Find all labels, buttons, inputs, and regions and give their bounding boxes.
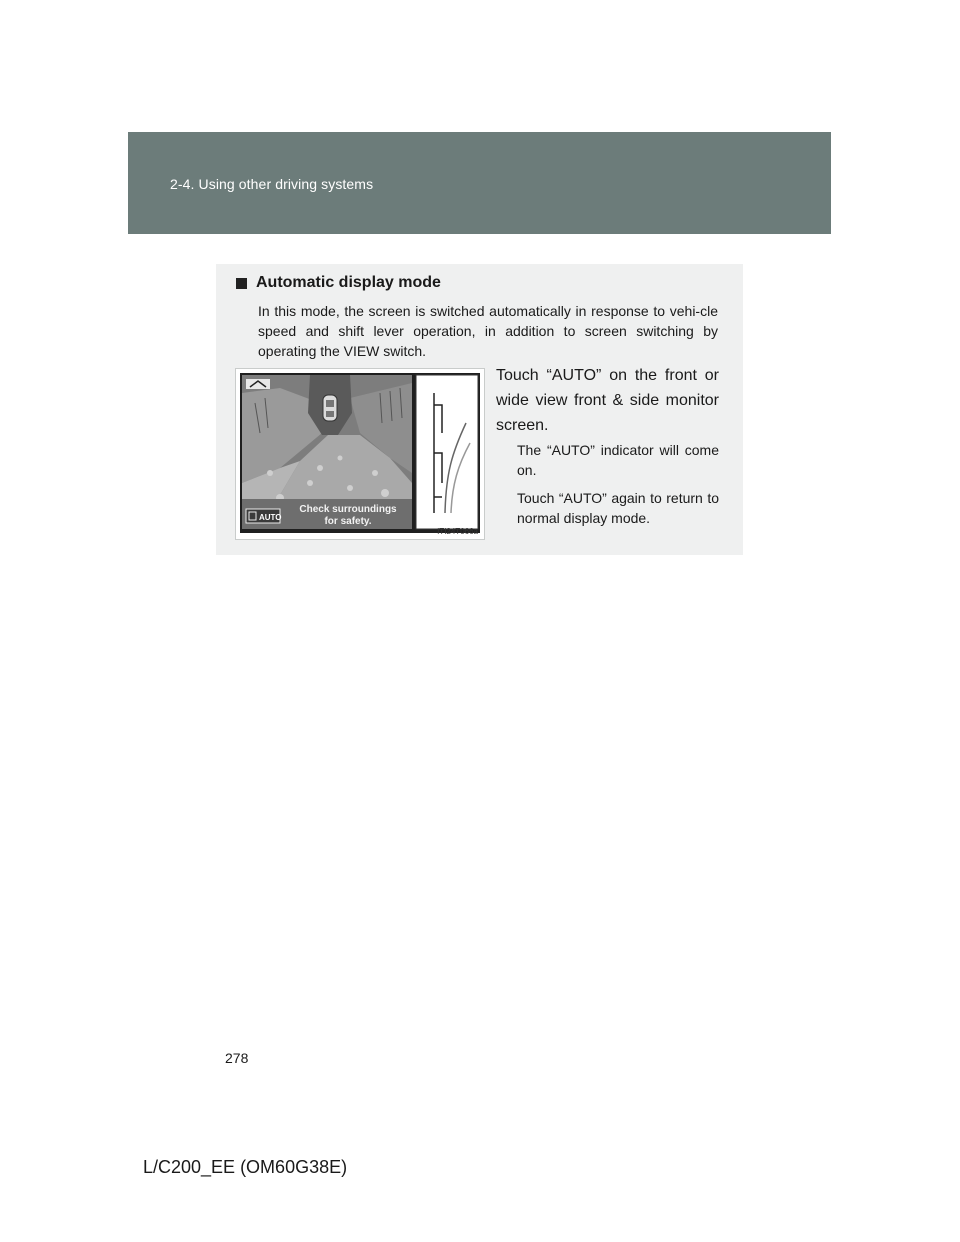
figure-code: ITI24T066a (437, 527, 478, 536)
monitor-screen-illustration (240, 373, 480, 533)
safety-message-line2: for safety. (324, 516, 372, 527)
document-code: L/C200_EE (OM60G38E) (143, 1157, 348, 1177)
instruction-step: Touch “AUTO” on the front or wide view front & side monitor screen. (496, 367, 719, 434)
subsection-title: Automatic display mode (256, 274, 441, 291)
note-return: Touch “AUTO” again to return to normal display mode. (517, 490, 719, 526)
note-indicator: The “AUTO” indicator will come on. (517, 442, 719, 478)
section-title: 2-4. Using other driving systems (170, 176, 374, 192)
monitor-screen-figure (235, 368, 485, 540)
safety-message-line1: Check surroundings (299, 504, 397, 515)
section-header (128, 132, 831, 234)
intro-paragraph: In this mode, the screen is switched automatically in response to vehi-cle speed and shift lever operation, in addition to screen switching by operating the VIEW switch. (258, 303, 718, 359)
page-number: 278 (225, 1050, 249, 1066)
subsection-heading (236, 274, 441, 292)
square-bullet-icon (236, 278, 247, 289)
content-panel (216, 264, 743, 555)
auto-indicator-label: AUTO (259, 513, 282, 522)
